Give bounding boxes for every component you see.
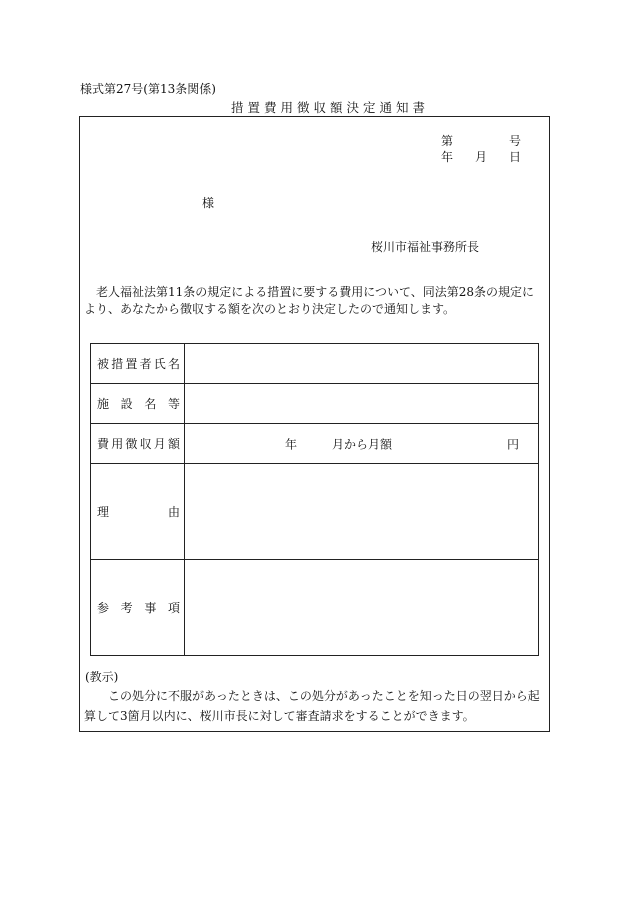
notice-body — [84, 284, 546, 318]
fee-yen-label: 円 — [507, 437, 520, 451]
label-monthly-fee: 費 用 徴 収 月 額 — [91, 424, 185, 464]
number-suffix: 号 — [508, 134, 521, 148]
number-prefix: 第 — [441, 134, 454, 148]
recipient-name-field[interactable] — [185, 344, 539, 384]
facility-name-field[interactable] — [185, 384, 539, 424]
addressee-honorific: 様 — [202, 196, 215, 210]
monthly-fee-field[interactable] — [185, 424, 539, 464]
label-recipient-name: 被 措 置 者 氏 名 — [91, 344, 185, 384]
notice-body-text: 老人福祉法第11条の規定による措置に要する費用について、同法第28条の規定により、あなたから徴収する額を次のとおり決定したので通知します。 — [84, 285, 535, 316]
document-title: 措置費用徴収額決定通知書 — [230, 100, 429, 115]
table-row — [91, 344, 539, 384]
reason-field[interactable] — [185, 464, 539, 560]
form-number-label: 様式第27号(第13条関係) — [80, 82, 216, 96]
instruction-text: この処分に不服があったときは、この処分があったことを知った日の翌日から起算して3箇月以内に、桜川市長に対して審査請求をすることができます。 — [84, 689, 540, 723]
table-row — [91, 464, 539, 560]
date-month: 月 — [474, 150, 487, 164]
table-row — [91, 424, 539, 464]
fee-table — [90, 343, 539, 656]
document-number-line — [441, 132, 521, 149]
remarks-field[interactable] — [185, 560, 539, 656]
label-reason: 理 由 — [91, 464, 185, 560]
fee-month-label: 月から月額 — [332, 437, 393, 451]
label-facility-name: 施 設 名 等 — [91, 384, 185, 424]
label-remarks: 参 考 事 項 — [91, 560, 185, 656]
document-date-line — [441, 148, 521, 165]
issuer-name: 桜川市福祉事務所長 — [371, 240, 480, 254]
date-year: 年 — [441, 150, 454, 164]
date-day: 日 — [508, 150, 521, 164]
instruction-body — [84, 686, 546, 726]
instruction-heading: (教示) — [85, 670, 119, 684]
table-row — [91, 560, 539, 656]
table-row — [91, 384, 539, 424]
fee-year-label: 年 — [285, 437, 298, 451]
